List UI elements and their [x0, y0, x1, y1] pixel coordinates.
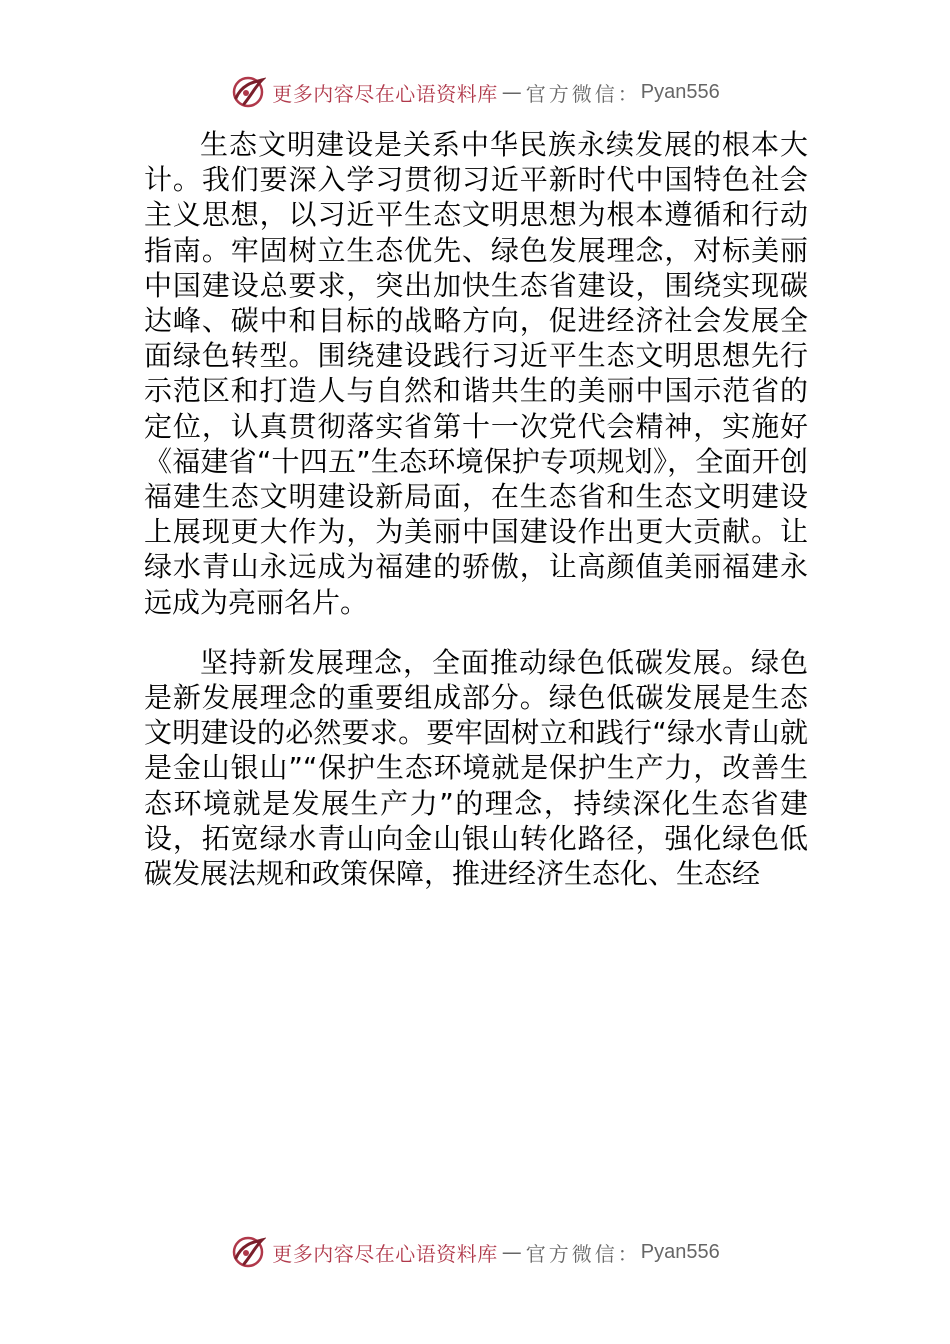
wechat-id: Pyan556 — [640, 80, 720, 103]
wechat-label: 官方微信： — [525, 81, 641, 106]
banner-separator: — — [501, 1240, 522, 1264]
footer-banner — [0, 1232, 950, 1272]
header-banner — [0, 72, 950, 112]
brand-text: 更多内容尽在心语资料库 — [272, 81, 498, 106]
wechat-id: Pyan556 — [640, 1240, 720, 1263]
banner-separator: — — [501, 80, 522, 104]
brand-text: 更多内容尽在心语资料库 — [272, 1241, 498, 1266]
logo-icon — [230, 1234, 266, 1270]
paragraph-1: 生态文明建设是关系中华民族永续发展的根本大计。我们要深入学习贯彻习近平新时代中国特色社会主义思想，以习近平生态文明思想为根本遵循和行动指南。牢固树立生态优先、绿色发展理念，对标美丽中国建设总要求，突出加快生态省建设，围绕实现碳达峰、碳中和目标的战略方向，促进经济社会发展全面绿色转型。围绕建设践行习近平生态文明思想先行示范区和打造人与自然和谐共生的美丽中国示范省的定位，认真贯彻落实省第十一次党代会精神，实施好《福建省“十四五”生态环境保护专项规划》，全面开创福建生态文明建设新局面，在生态省和生态文明建设上展现更大作为，为美丽中国建设作出更大贡献。让绿水青山永远成为福建的骄傲，让高颜值美丽福建永远成为亮丽名片。 — [144, 128, 808, 619]
paragraph-2: 坚持新发展理念，全面推动绿色低碳发展。绿色是新发展理念的重要组成部分。绿色低碳发展是生态文明建设的必然要求。要牢固树立和践行“绿水青山就是金山银山”“保护生态环境就是保护生产力，改善生态环境就是发展生产力”的理念，持续深化生态省建设，拓宽绿水青山向金山银山转化路径，强化绿色低碳发展法规和政策保障，推进经济生态化、生态经 — [144, 645, 808, 891]
wechat-label: 官方微信： — [525, 1241, 641, 1266]
document-body — [144, 127, 808, 916]
logo-icon — [230, 74, 266, 110]
